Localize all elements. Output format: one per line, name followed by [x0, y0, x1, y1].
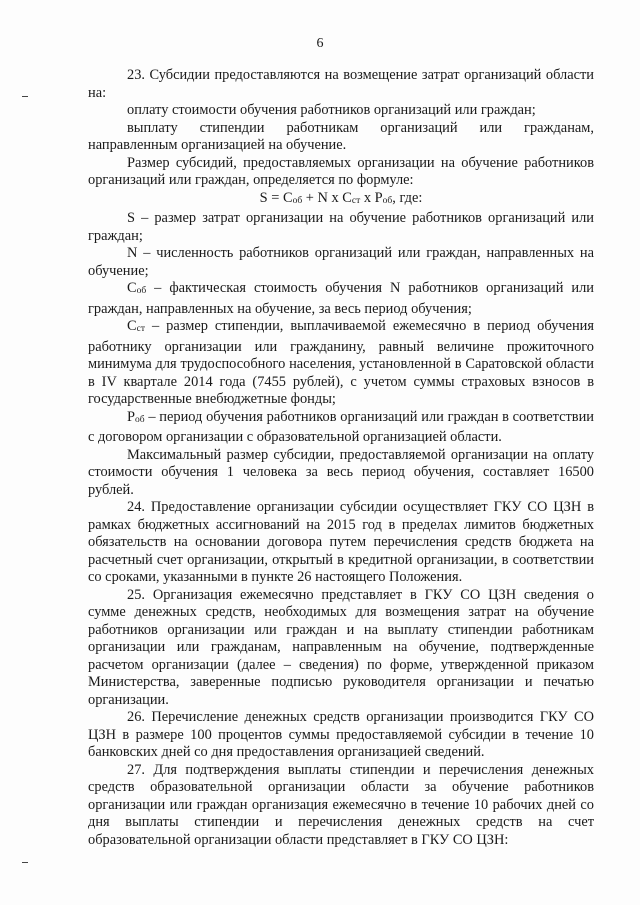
- section-23-intro: 23. Субсидии предоставляются на возмещение затрат организаций области на:: [88, 67, 594, 101]
- formula-mid: + N x C: [302, 189, 352, 206]
- definition-n: N – численность работников организаций или граждан, направленных на обучение;: [88, 245, 594, 279]
- definition-p-ob-text: – период обучения работников организаций или граждан в соответствии с договором организации с образовательной организацией области.: [88, 408, 594, 445]
- definition-c-ob-symbol: C: [127, 280, 137, 296]
- subsidy-size-text: Размер субсидий, предоставляемых организации на обучение работников организаций или граждан, определяется по формуле:: [88, 154, 594, 188]
- page-number: 6: [316, 36, 324, 51]
- definition-p-ob: [88, 409, 594, 447]
- max-subsidy-text: Максимальный размер субсидии, предоставляемой организации на оплату стоимости обучения 1 человека за весь период обучения, составляет 16500 рублей.: [88, 446, 594, 498]
- scan-margin-mark: [22, 862, 28, 863]
- definition-c-st-sub: ст: [136, 324, 145, 334]
- formula-suffix: , где:: [392, 189, 423, 206]
- document-body: [88, 67, 594, 849]
- subsidy-formula: [88, 190, 594, 211]
- section-23-item-2: выплату стипендии работникам организаций или гражданам, направленным организацией на обучение.: [88, 119, 594, 153]
- formula-sub-2: ст: [351, 195, 361, 206]
- definition-c-ob-text: – фактическая стоимость обучения N работников организаций или граждан, направленных на обучение, за весь период обучения;: [88, 280, 594, 317]
- section-25: 25. Организация ежемесячно представляет в ГКУ СО ЦЗН сведения о сумме денежных средств, необходимых для возмещения затрат на обучение работников организации или граждан и на выплату стипендии работникам организации или гражданам, направленным на обучение, подтвержденные расчетом организации (далее – сведения) по форме, утвержденной приказом Министерства, заверенные подписью руководителя организации и печатью организации.: [88, 586, 594, 708]
- definition-c-st-symbol: C: [127, 318, 137, 334]
- section-27: 27. Для подтверждения выплаты стипендии и перечисления денежных средств образовательной организации области за обучение работников организации или граждан организация ежемесячно в течение 10 рабочих дней со дня выплаты стипендии и перечисления денежных средств на счет образовательной организации области представляет в ГКУ СО ЦЗН:: [88, 761, 594, 848]
- formula-sub-3: об: [382, 195, 393, 206]
- definition-c-ob: [88, 280, 594, 318]
- definition-p-ob-symbol: P: [127, 408, 136, 425]
- section-23-item-1: оплату стоимости обучения работников организаций или граждан;: [127, 102, 536, 118]
- definition-c-st-text: – размер стипендии, выплачиваемой ежемесячно в период обучения работнику организации или гражданину, равный величине прожиточного минимума для трудоспособного населения, установленной в Саратовской области в IV квартале 2014 года (7455 рублей), с учетом суммы страховых взносов в государственные внебюджетные фонды;: [88, 318, 594, 407]
- section-26: 26. Перечисление денежных средств организации производится ГКУ СО ЦЗН в размере 100 процентов суммы предоставляемой субсидии в течение 10 банковских дней со дня предоставления организацией сведений.: [88, 709, 594, 760]
- definition-c-ob-sub: об: [136, 286, 147, 296]
- definition-s: S – размер затрат организации на обучение работников организаций или граждан;: [88, 210, 594, 244]
- formula-prefix: S = C: [259, 189, 293, 206]
- definition-c-st: [88, 318, 594, 409]
- definition-p-ob-sub: об: [135, 414, 145, 425]
- formula-sub-1: об: [292, 195, 303, 206]
- section-24: 24. Предоставление организации субсидии осуществляет ГКУ СО ЦЗН в рамках бюджетных ассигнований на 2015 год в пределах лимитов бюджетных обязательств на основании договора путем перечисления средств бюджета на расчетный счет организации, открытый в кредитной организации, в соответствии со сроками, указанными в пункте 26 настоящего Положения.: [88, 499, 594, 585]
- formula-mid-2: x P: [360, 189, 383, 206]
- scan-margin-mark: [22, 96, 28, 97]
